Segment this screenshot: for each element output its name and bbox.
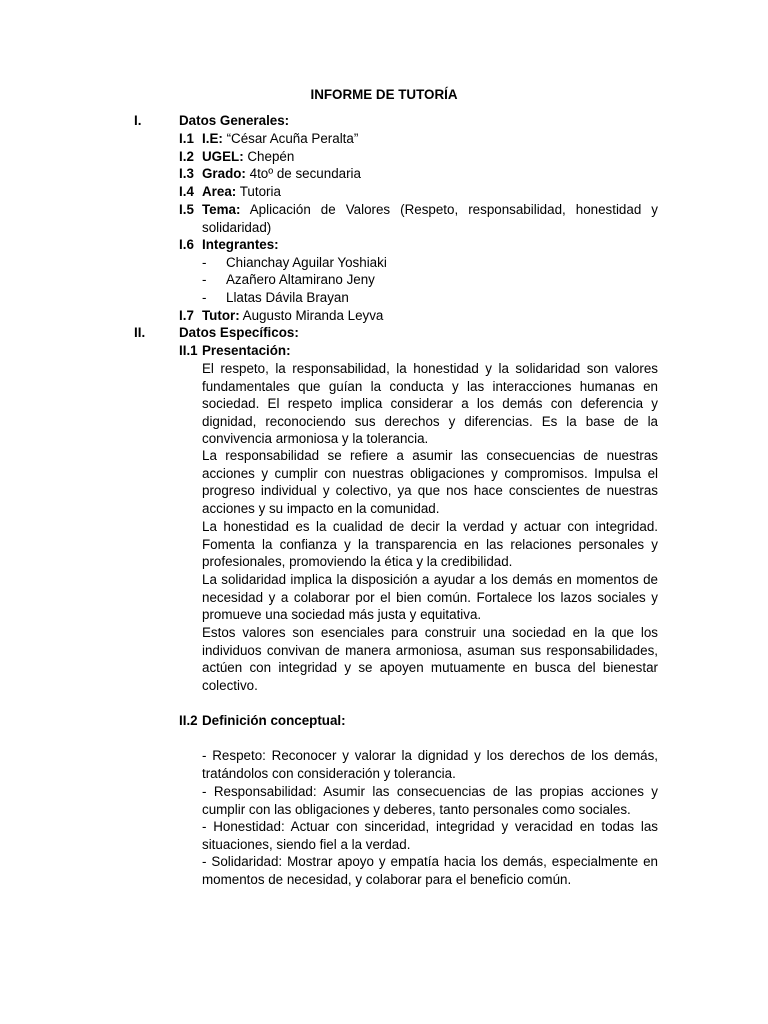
item-value: 4toº de secundaria: [245, 166, 361, 181]
section-number-general: I.: [134, 113, 142, 128]
member-name: Llatas Dávila Brayan: [226, 290, 349, 305]
general-item-grado: [202, 165, 361, 183]
definition-item: - Responsabilidad: Asumir las consecuencias de las propias acciones y cumplir con las obligaciones y deberes, tanto personales como sociales.: [202, 784, 658, 817]
presentation-paragraph: La responsabilidad se refiere a asumir las consecuencias de nuestras acciones y cumplir con nuestras obligaciones y compromisos. Impulsa el progreso individual y colectivo, ya que nos hace conscientes de nuestras acciones y su impacto en la comunidad.: [202, 448, 658, 516]
item-number: I.7: [179, 308, 194, 323]
presentation-paragraph: Estos valores son esenciales para construir una sociedad en la que los individuos convivan de manera armoniosa, asuman sus responsabilidades, actúen con integridad y se apoyen mutuamente en busca del bienestar colectivo.: [202, 625, 658, 693]
item-number: I.4: [179, 184, 194, 199]
general-item-area: [202, 183, 281, 201]
general-item-tema: [202, 201, 658, 236]
item-value: Aplicación de Valores (Respeto, responsabilidad, honestidad y solidaridad): [202, 202, 658, 235]
item-value: Tutoria: [236, 184, 281, 199]
presentation-paragraph: La honestidad es la cualidad de decir la verdad y actuar con integridad. Fomenta la confianza y la transparencia en las relaciones personales y profesionales, promoviendo la ética y la credibilidad.: [202, 519, 658, 570]
presentation-paragraph: La solidaridad implica la disposición a ayudar a los demás en momentos de necesidad y a colaborar por el bien común. Fortalece los lazos sociales y promueve una sociedad más justa y equitativa.: [202, 572, 658, 623]
presentation-paragraph: El respeto, la responsabilidad, la honestidad y la solidaridad son valores fundamentales que guían la conducta y las interacciones humanas en sociedad. El respeto implica considerar a los demás con deferencia y dignidad, reconociendo sus derechos y diferencias. Es la base de la convivencia armoniosa y la tolerancia.: [202, 361, 658, 447]
item-number: I.3: [179, 166, 194, 181]
definition-heading: Definición conceptual:: [202, 713, 346, 728]
item-number: I.5: [179, 202, 194, 217]
section-heading-general: Datos Generales:: [179, 113, 290, 128]
member-name: Chianchay Aguilar Yoshiaki: [226, 255, 387, 270]
item-value: Chepén: [243, 149, 295, 164]
section-number-specific: II.: [134, 325, 146, 340]
definition-item: - Respeto: Reconocer y valorar la dignidad y los derechos de los demás, tratándolos con consideración y tolerancia.: [202, 748, 658, 781]
presentation-heading: Presentación:: [202, 343, 291, 358]
item-label: UGEL:: [202, 149, 244, 164]
item-number: I.1: [179, 131, 194, 146]
member-name: Azañero Altamirano Jeny: [226, 272, 375, 287]
subsection-number: II.1: [179, 343, 198, 358]
item-label: I.E:: [202, 131, 223, 146]
member-dash: -: [202, 272, 207, 287]
item-number: I.6: [179, 237, 194, 252]
general-item-tutor: [202, 307, 383, 325]
general-item-ugel: [202, 148, 294, 166]
item-label: Grado:: [202, 166, 246, 181]
item-label: Tutor:: [202, 308, 240, 323]
item-number: I.2: [179, 149, 194, 164]
definition-item: - Honestidad: Actuar con sinceridad, integridad y veracidad en todas las situaciones, siendo fiel a la verdad.: [202, 819, 658, 852]
item-label: Tema:: [202, 202, 241, 217]
item-label: Area:: [202, 184, 237, 199]
general-item-integrantes: [202, 236, 279, 254]
item-value: “César Acuña Peralta”: [222, 131, 359, 146]
member-dash: -: [202, 290, 207, 305]
report-title: INFORME DE TUTORÍA: [310, 87, 458, 102]
subsection-number: II.2: [179, 713, 198, 728]
item-value: Augusto Miranda Leyva: [239, 308, 384, 323]
section-heading-specific: Datos Específicos:: [179, 325, 299, 340]
member-dash: -: [202, 255, 207, 270]
item-label: Integrantes:: [202, 237, 279, 252]
general-item-ie: [202, 130, 358, 148]
definition-item: - Solidaridad: Mostrar apoyo y empatía hacia los demás, especialmente en momentos de necesidad, y colaborar para el beneficio común.: [202, 854, 658, 887]
